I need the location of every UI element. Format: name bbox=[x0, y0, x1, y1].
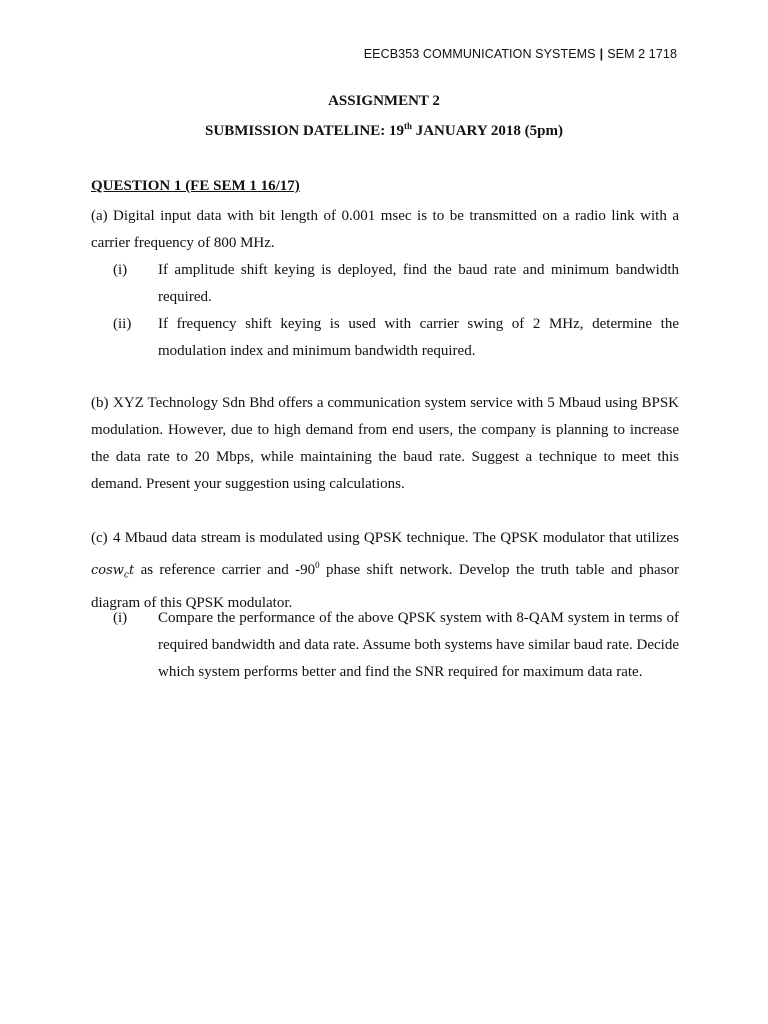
item-label: (ii) bbox=[113, 316, 132, 332]
math-t: t bbox=[128, 563, 135, 578]
part-c-text-2: as reference carrier and -90 bbox=[134, 562, 316, 578]
part-a-label: (a) bbox=[91, 208, 108, 224]
header-separator: | bbox=[599, 47, 604, 61]
deadline-suffix: JANUARY 2018 (5pm) bbox=[411, 123, 563, 139]
math-subscript: c bbox=[123, 570, 129, 581]
item-text: If amplitude shift keying is deployed, find the baud rate and minimum bandwidth required. bbox=[158, 262, 679, 305]
part-c-item-i bbox=[113, 605, 679, 686]
assignment-title: ASSIGNMENT 2 bbox=[328, 93, 440, 109]
carrier-expression bbox=[91, 563, 135, 581]
question-heading: QUESTION 1 (FE SEM 1 16/17) bbox=[91, 178, 300, 194]
degree-superscript: 0 bbox=[315, 560, 320, 570]
part-a-item-i bbox=[113, 257, 679, 311]
deadline-ordinal: th bbox=[403, 121, 412, 131]
item-text: If frequency shift keying is used with carrier swing of 2 MHz, determine the modulation index and minimum bandwidth required. bbox=[158, 316, 679, 359]
part-a bbox=[91, 203, 679, 257]
semester-label: SEM 2 1718 bbox=[607, 47, 677, 61]
page-header bbox=[364, 47, 677, 61]
course-title: EECB353 COMMUNICATION SYSTEMS bbox=[363, 47, 596, 61]
item-label: (i) bbox=[113, 610, 128, 626]
deadline-prefix: SUBMISSION DATELINE: 19 bbox=[205, 123, 404, 139]
part-b-label: (b) bbox=[91, 395, 109, 411]
math-cosw: cosw bbox=[91, 563, 124, 578]
part-c-text-1: 4 Mbaud data stream is modulated using QPSK technique. The QPSK modulator that utilizes bbox=[113, 530, 679, 546]
item-text: Compare the performance of the above QPSK system with 8-QAM system in terms of required bandwidth and data rate. Assume both systems have similar baud rate. Decide which system performs better and find the SNR required for maximum data rate. bbox=[158, 610, 679, 680]
part-c-text-3: phase shift network. Develop the truth table and phasor diagram of this QPSK modulator. bbox=[91, 562, 679, 611]
part-c-label: (c) bbox=[91, 530, 108, 546]
submission-deadline bbox=[0, 121, 768, 140]
part-b bbox=[91, 390, 679, 498]
part-c bbox=[91, 525, 679, 617]
part-b-text: XYZ Technology Sdn Bhd offers a communication system service with 5 Mbaud using BPSK modulation. However, due to high demand from end users, the company is planning to increase the data rate to 20 Mbps, while maintaining the baud rate. Suggest a technique to meet this demand. Present your suggestion using calculations. bbox=[91, 395, 679, 492]
item-label: (i) bbox=[113, 262, 128, 278]
part-a-text: Digital input data with bit length of 0.001 msec is to be transmitted on a radio link with a carrier frequency of 800 MHz. bbox=[91, 208, 679, 251]
part-a-item-ii bbox=[113, 311, 679, 365]
